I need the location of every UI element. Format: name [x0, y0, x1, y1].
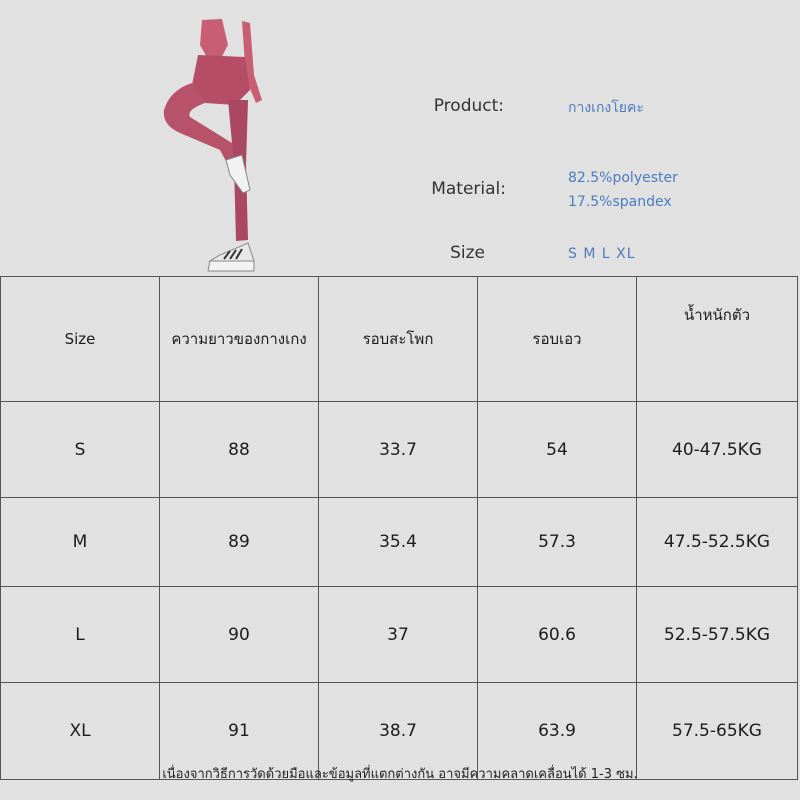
table-row — [1, 498, 798, 587]
header-size: Size — [1, 277, 160, 402]
table-row — [1, 587, 798, 683]
cell-waist: 60.6 — [478, 587, 637, 683]
cell-weight: 47.5-52.5KG — [637, 498, 798, 587]
table-header-row — [1, 277, 798, 402]
header-weight: น้ำหนักตัว — [637, 277, 798, 402]
cell-length: 91 — [160, 683, 319, 780]
cell-waist: 54 — [478, 402, 637, 498]
cell-size: XL — [1, 683, 160, 780]
cell-hip: 37 — [319, 587, 478, 683]
cell-weight: 52.5-57.5KG — [637, 587, 798, 683]
cell-weight: 40-47.5KG — [637, 402, 798, 498]
cell-weight: 57.5-65KG — [637, 683, 798, 780]
cell-length: 88 — [160, 402, 319, 498]
cell-hip: 33.7 — [319, 402, 478, 498]
size-value: S M L XL — [568, 246, 636, 262]
cell-length: 89 — [160, 498, 319, 587]
cell-size: M — [1, 498, 160, 587]
material-values — [568, 166, 678, 214]
material-polyester: 82.5%polyester — [568, 170, 678, 186]
table-row — [1, 402, 798, 498]
product-label: Product: — [433, 96, 504, 116]
product-value: กางเกงโยคะ — [568, 100, 644, 116]
cell-size: S — [1, 402, 160, 498]
header-waist: รอบเอว — [478, 277, 637, 402]
material-label: Material: — [431, 179, 506, 199]
size-label: Size — [450, 243, 485, 263]
cell-waist: 57.3 — [478, 498, 637, 587]
size-chart-table — [0, 276, 798, 780]
leggings-model-photo — [150, 15, 270, 275]
header-pants-length: ความยาวของกางเกง — [160, 277, 319, 402]
header-hip: รอบสะโพก — [319, 277, 478, 402]
measurement-disclaimer: เนื่องจากวิธีการวัดด้วยมือและข้อมูลที่แตกต่างกัน อาจมีความคลาดเคลื่อนได้ 1-3 ซม. — [162, 767, 638, 782]
material-spandex: 17.5%spandex — [568, 194, 672, 210]
cell-size: L — [1, 587, 160, 683]
cell-length: 90 — [160, 587, 319, 683]
cell-hip: 38.7 — [319, 683, 478, 780]
cell-waist: 63.9 — [478, 683, 637, 780]
cell-hip: 35.4 — [319, 498, 478, 587]
